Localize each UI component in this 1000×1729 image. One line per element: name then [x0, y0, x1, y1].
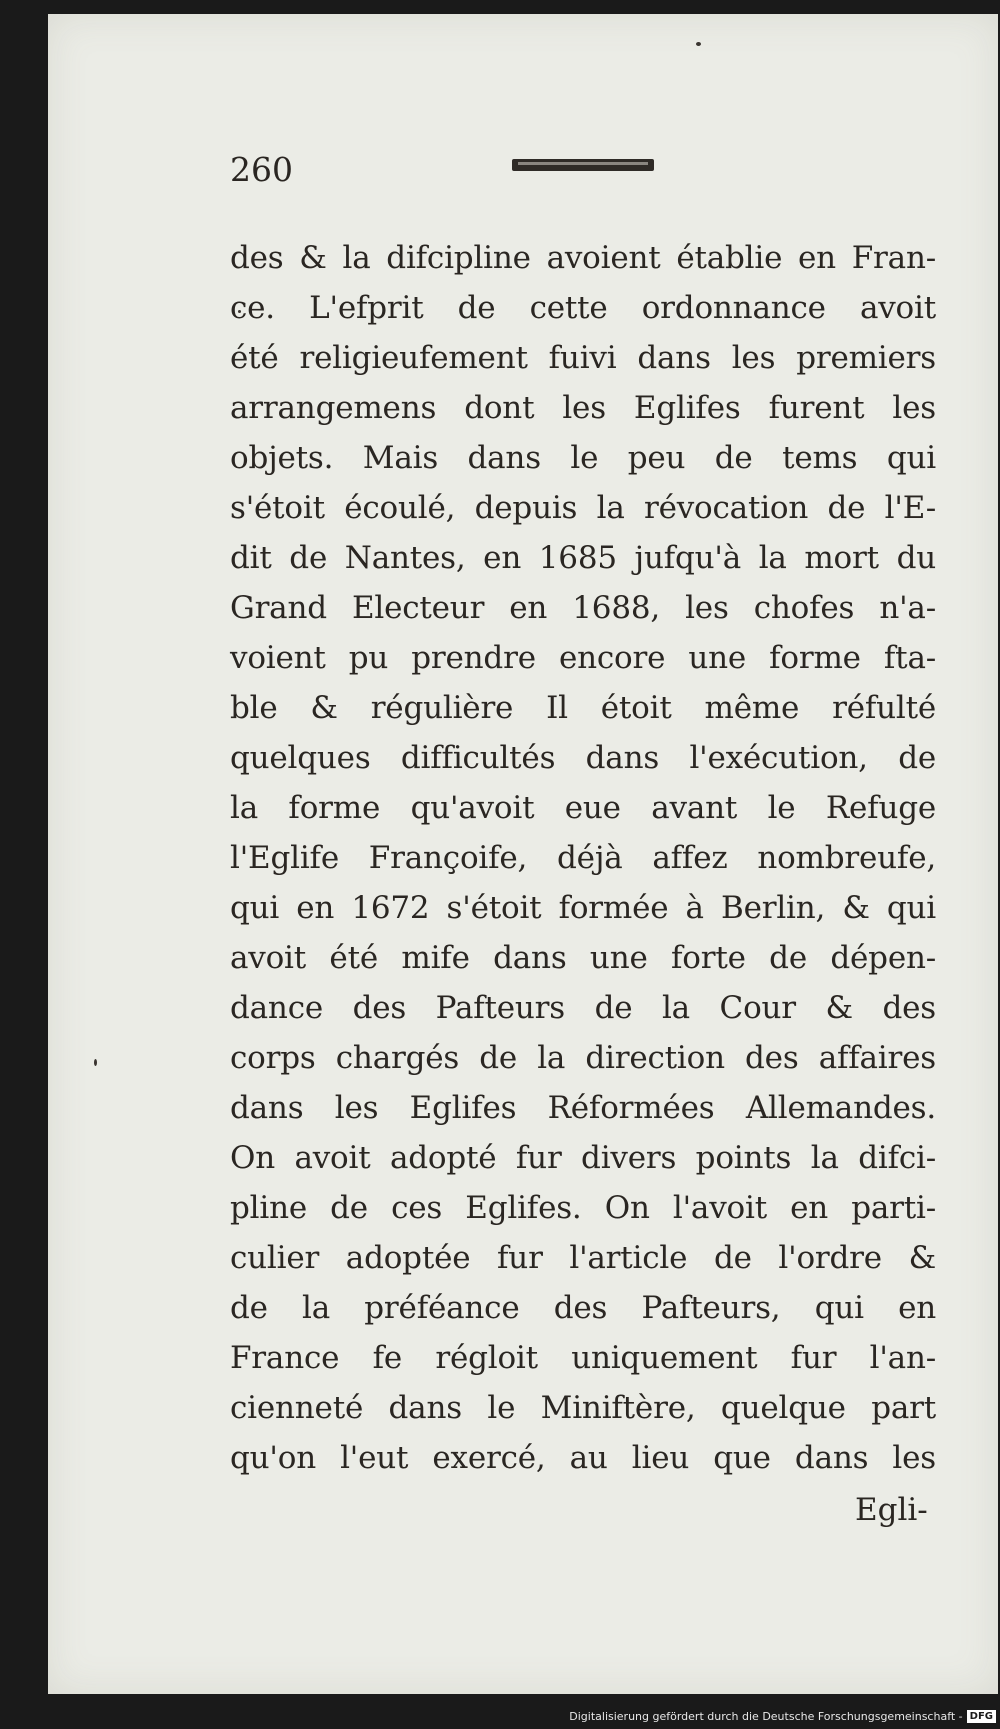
body-text: [230, 233, 950, 1483]
text-line: ce. L'efprit de cette ordonnance avoit: [230, 290, 936, 326]
text-line: qui en 1672 s'étoit formée à Berlin, & qui: [230, 890, 936, 926]
text-line: la forme qu'avoit eue avant le Refuge: [230, 790, 936, 826]
digitization-footer: [569, 1706, 996, 1726]
text-line: quelques difficultés dans l'exécution, de: [230, 740, 936, 776]
text-line: voient pu prendre encore une forme fta-: [230, 640, 936, 676]
text-line: dit de Nantes, en 1685 jufqu'à la mort du: [230, 540, 936, 576]
text-line: de la préféance des Pafteurs, qui en: [230, 1290, 936, 1326]
text-line: France fe régloit uniquement fur l'an-: [230, 1340, 936, 1376]
text-line: l'Eglife Françoife, déjà affez nombreufe,: [230, 840, 936, 876]
text-line: arrangemens dont les Eglifes furent les: [230, 390, 936, 426]
text-line: dance des Pafteurs de la Cour & des: [230, 990, 936, 1026]
text-line: corps chargés de la direction des affaires: [230, 1040, 936, 1076]
text-line: pline de ces Eglifes. On l'avoit en parti-: [230, 1190, 936, 1226]
text-line: dans les Eglifes Réformées Allemandes.: [230, 1090, 936, 1126]
text-line: avoit été mife dans une forte de dépen-: [230, 940, 936, 976]
page-number: 260: [230, 150, 293, 189]
text-line: été religieufement fuivi dans les premiers: [230, 340, 936, 376]
ink-speck: [94, 1059, 97, 1066]
catchword: Egli-: [855, 1492, 928, 1528]
ink-speck: [696, 42, 701, 46]
text-line: des & la difcipline avoient établie en Fran-: [230, 240, 936, 276]
text-line: qu'on l'eut exercé, au lieu que dans les: [230, 1440, 936, 1476]
text-line: s'étoit écoulé, depuis la révocation de l'E-: [230, 490, 936, 526]
text-line: ble & régulière Il étoit même réfulté: [230, 690, 936, 726]
page-header: [230, 150, 950, 190]
text-line: objets. Mais dans le peu de tems qui: [230, 440, 936, 476]
text-line: culier adoptée fur l'article de l'ordre &: [230, 1240, 936, 1276]
text-line: Grand Electeur en 1688, les chofes n'a-: [230, 590, 936, 626]
text-line: cienneté dans le Miniftère, quelque part: [230, 1390, 936, 1426]
footer-credit: Digitalisierung gefördert durch die Deutsche Forschungsgemeinschaft -: [569, 1709, 963, 1723]
header-ornament: [512, 159, 654, 171]
text-line: On avoit adopté fur divers points la difci-: [230, 1140, 936, 1176]
dfg-logo: DFG: [967, 1710, 996, 1723]
